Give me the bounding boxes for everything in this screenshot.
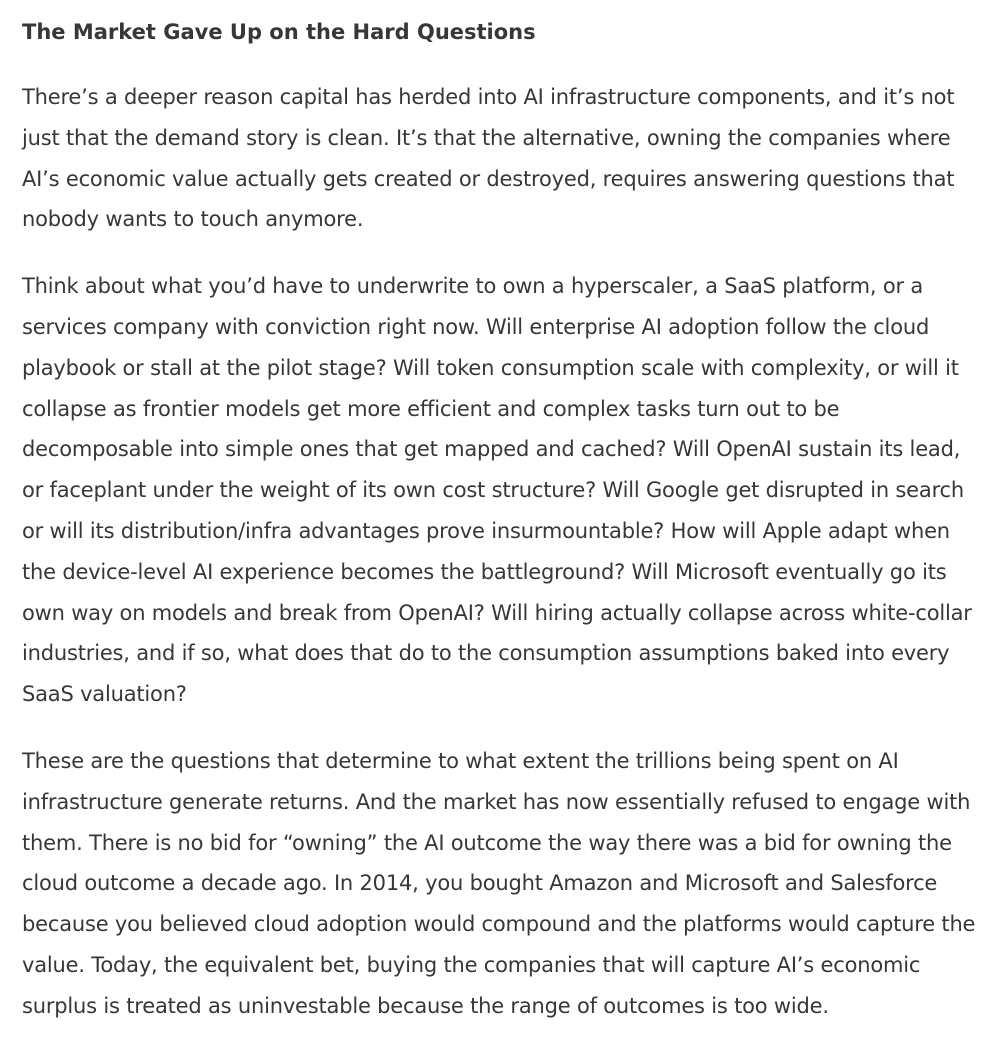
paragraph-3: These are the questions that determine to what extent the trillions being spent on AI infrastructure generate returns. And the market has now essentially refused to engage with them. There is no bid for “owning” the AI outcome the way there was a bid for owning the cloud outcome a decade ago. In 2014, you bought Amazon and Microsoft and Salesforce because you believed cloud adoption would compound and the platforms would capture the value. Today, the equivalent bet, buying the companies that will capture AI’s economic surplus is treated as uninvestable because the range of outcomes is too wide. [22, 748, 976, 1018]
paragraph-1: There’s a deeper reason capital has herded into AI infrastructure components, and it’s not just that the demand story is clean. It’s that the alternative, owning the companies where AI’s economic value actually gets created or destroyed, requires answering questions that nobody wants to touch anymore. [22, 85, 955, 232]
paragraph-2: Think about what you’d have to underwrite to own a hyperscaler, a SaaS platform, or a services company with conviction right now. Will enterprise AI adoption follow the cloud playbook or stall at the pilot stage? Will token consumption scale with complexity, or will it collapse as frontier models get more efficient and complex tasks turn out to be decomposable into simple ones that get mapped and cached? Will OpenAI sustain its lead, or faceplant under the weight of its own cost structure? Will Google get disrupted in search or will its distribution/infra advantages prove insurmountable? How will Apple adapt when the device-level AI experience becomes the battleground? Will Microsoft eventually go its own way on models and break from OpenAI? Will hiring actually collapse across white-collar industries, and if so, what does that do to the consumption assumptions baked into every SaaS valuation? [22, 274, 972, 707]
article-heading: The Market Gave Up on the Hard Questions [22, 20, 536, 44]
